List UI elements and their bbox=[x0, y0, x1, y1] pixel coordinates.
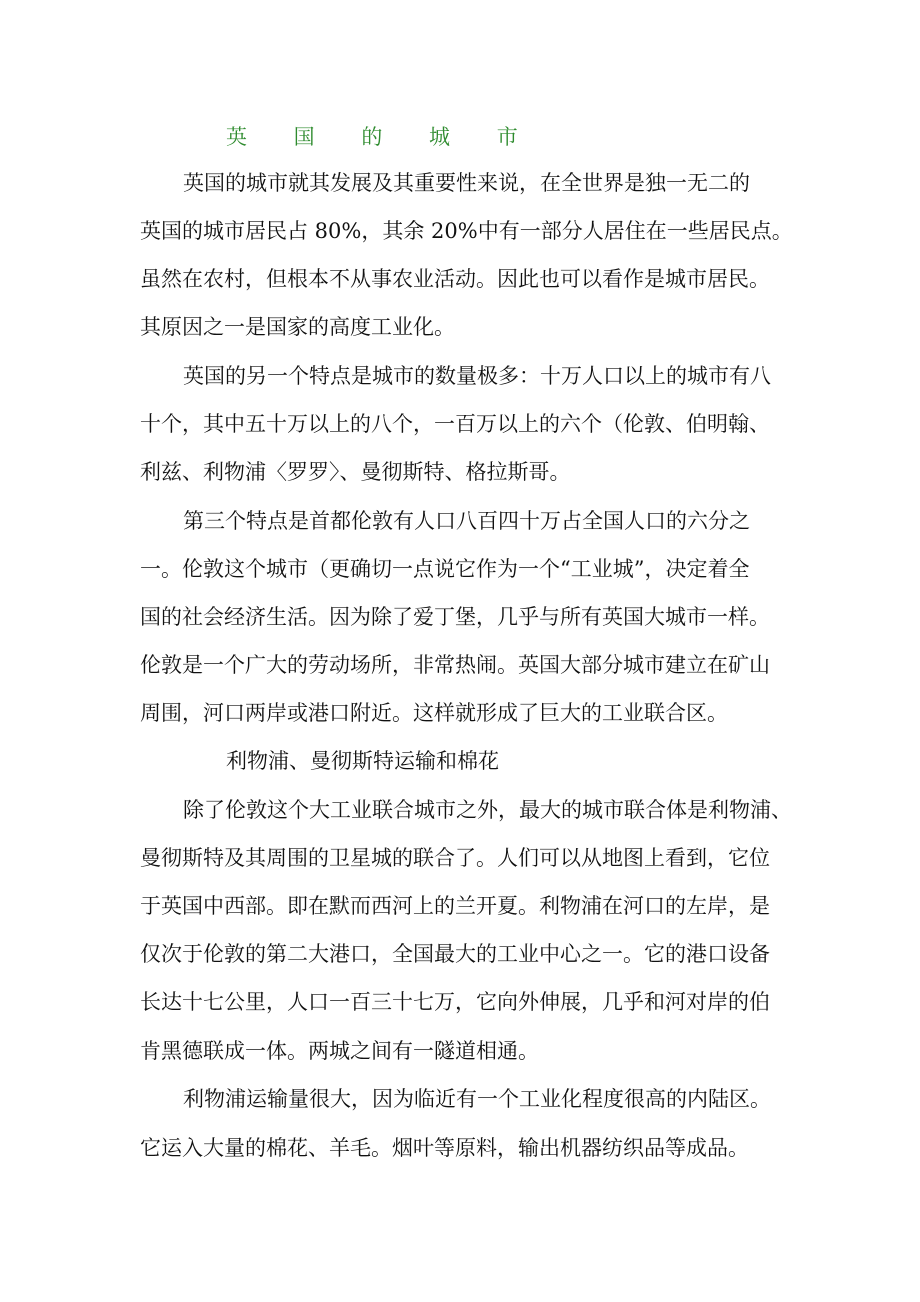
paragraph-5-line-1: 利物浦运输量很大，因为临近有一个工业化程度很高的内陆区。 bbox=[183, 1087, 771, 1111]
paragraph-1-line-4: 其原因之一是国家的高度工业化。 bbox=[140, 315, 455, 339]
paragraph-3-line-5: 周围，河口两岸或港口附近。这样就形成了巨大的工业联合区。 bbox=[140, 701, 728, 725]
paragraph-4-line-6: 肯黑德联成一体。两城之间有一隧道相通。 bbox=[140, 1039, 539, 1063]
paragraph-1-line-1: 英国的城市就其发展及其重要性来说，在全世界是独一无二的 bbox=[183, 171, 750, 195]
paragraph-4-line-5: 长达十七公里，人口一百三十七万，它向外伸展，几乎和河对岸的伯 bbox=[140, 990, 770, 1014]
paragraph-5-line-2: 它运入大量的棉花、羊毛。烟叶等原料，输出机器纺织品等成品。 bbox=[140, 1136, 749, 1160]
paragraph-4-line-4: 仅次于伦敦的第二大港口，全国最大的工业中心之一。它的港口设备 bbox=[140, 942, 770, 966]
paragraph-4-line-1: 除了伦敦这个大工业联合城市之外，最大的城市联合体是利物浦、 bbox=[183, 798, 792, 822]
document-title: 英 国 的 城 市 bbox=[226, 125, 538, 149]
section-heading: 利物浦、曼彻斯特运输和棉花 bbox=[226, 749, 499, 773]
paragraph-2-line-2: 十个，其中五十万以上的八个，一百万以上的六个（伦敦、伯明翰、 bbox=[140, 412, 770, 436]
paragraph-1-line-2: 英国的城市居民占 80%，其余 20%中有一部分人居住在一些居民点。 bbox=[140, 219, 793, 243]
paragraph-3-line-2: 一。伦敦这个城市（更确切一点说它作为一个“工业城”，决定着全 bbox=[140, 557, 750, 581]
paragraph-1-line-3: 虽然在农村，但根本不从事农业活动。因此也可以看作是城市居民。 bbox=[140, 267, 770, 291]
paragraph-2-line-1: 英国的另一个特点是城市的数量极多：十万人口以上的城市有八 bbox=[183, 364, 771, 388]
paragraph-4-line-3: 于英国中西部。即在默而西河上的兰开夏。利物浦在河口的左岸，是 bbox=[140, 894, 770, 918]
paragraph-3-line-1: 第三个特点是首都伦敦有人口八百四十万占全国人口的六分之 bbox=[183, 509, 750, 533]
paragraph-3-line-4: 伦敦是一个广大的劳动场所，非常热闹。英国大部分城市建立在矿山 bbox=[140, 653, 770, 677]
paragraph-4-line-2: 曼彻斯特及其周围的卫星城的联合了。人们可以从地图上看到，它位 bbox=[140, 846, 770, 870]
paragraph-3-line-3: 国的社会经济生活。因为除了爱丁堡，几乎与所有英国大城市一样。 bbox=[140, 605, 770, 629]
paragraph-2-line-3: 利兹、利物浦〈罗罗〉、曼彻斯特、格拉斯哥。 bbox=[140, 460, 571, 484]
